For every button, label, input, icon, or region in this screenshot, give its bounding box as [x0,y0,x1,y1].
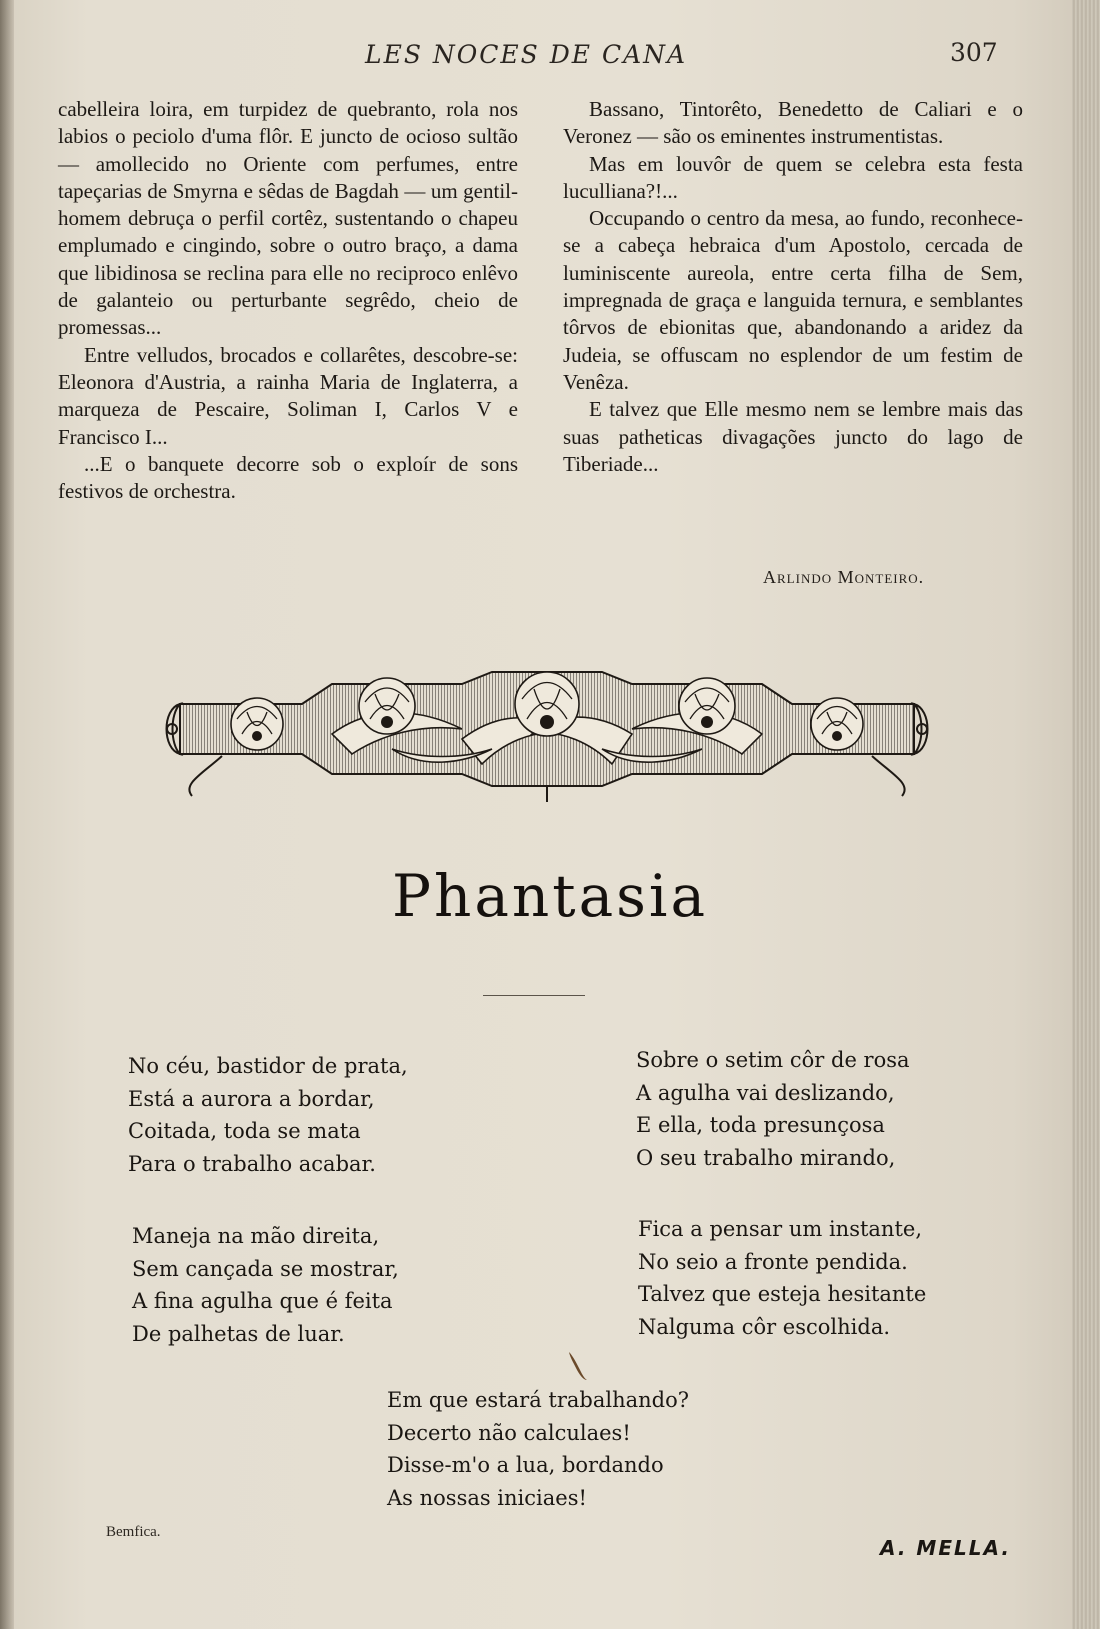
poem-stanza [387,1384,689,1514]
paragraph: Bassano, Tintorêto, Benedetto de Caliari e o Veronez — são os eminentes instrumentistas. [563,97,1023,149]
title-divider [483,995,585,996]
paragraph: Occupando o centro da mesa, ao fundo, reconhece-se a cabeça hebraica d'um Apostolo, cercada de luminiscente aureola, entre certa filha de Sem, impregnada de graça e languida ternura, e semblantes tôrvos de ebionitas que, abandonando a aridez da Judeia, se offuscam no esplendor de um festim de Venêza. [563,206,1023,394]
poem-line: Coitada, toda se mata [128,1119,361,1143]
page-stack-edge [1072,0,1100,1629]
poem-stanza [132,1220,399,1350]
article-author: Arlindo Monteiro. [763,567,925,587]
poem-line: Maneja na mão direita, [132,1224,380,1248]
paragraph: E talvez que Elle mesmo nem se lembre mais das suas patheticas divagações juncto do lago de Tiberiade... [563,397,1023,476]
article-right-column [563,96,1023,478]
poem-line: A fina agulha que é feita [132,1289,393,1313]
poem-line: As nossas iniciaes! [387,1485,587,1510]
poem-stanza [128,1050,408,1180]
poem-line: Disse-m'o a lua, bordando [387,1453,664,1477]
paragraph: Entre velludos, brocados e collarêtes, descobre-se: Eleonora d'Austria, a rainha Maria de Inglaterra, a marqueza de Pescaire, Soliman I, Carlos V e Francisco I... [58,342,518,449]
paragraph: Mas em louvôr de quem se celebra esta festa luculliana?!... [563,151,1023,203]
poem-title: Phantasia [391,862,709,930]
ink-mark-icon [567,1350,589,1382]
poem-line: No céu, bastidor de prata, [128,1054,408,1078]
poem-line: O seu trabalho mirando, [636,1145,896,1170]
article-left-column [58,96,518,505]
poem-line: Fica a pensar um instante, [638,1217,923,1241]
poem-line: Em que estará trabalhando? [387,1388,689,1412]
poem-line: No seio a fronte pendida. [638,1249,908,1274]
page-number: 307 [950,38,998,67]
poem-line: Sem cançada se mostrar, [132,1256,399,1281]
poem-line: A agulha vai deslizando, [636,1080,895,1105]
poem-line: Sobre o setim côr de rosa [636,1048,910,1072]
poem-place: Bemfica. [106,1524,161,1540]
poem-stanza [636,1044,910,1174]
floral-vignette-icon [162,664,932,804]
poem-line: Talvez que esteja hesitante [638,1282,927,1306]
poem-line: Está a aurora a bordar, [128,1086,375,1111]
paragraph: cabelleira loira, em turpidez de quebranto, rola nos labios o peciolo d'uma flôr. E juncto de ocioso sultão — amollecido no Oriente com perfumes, entre tapeçarias de Smyrna e sêdas de Bagdah — um gentil-homem debruça o perfil cortêz, sustentando o chapeu emplumado e cingindo, sobre o outro braço, a dama que libidinosa se reclina para elle no reciproco enlêvo de galanteio ou perturbante segrêdo, cheio de promessas... [58,97,518,340]
running-title: LES NOCES DE CANA [365,40,688,69]
paragraph: ...E o banquete decorre sob o exploír de sons festivos de orchestra. [58,451,518,504]
poem-stanza [638,1213,926,1343]
page-binding-shadow [0,0,14,1629]
poem-line: Para o trabalho acabar. [128,1151,376,1176]
poem-line: Decerto não calculaes! [387,1420,631,1445]
poem-line: E ella, toda presunçosa [636,1113,885,1137]
poem-author: A. MELLA. [880,1536,1011,1560]
poem-line: Nalguma côr escolhida. [638,1314,891,1339]
poem-line: De palhetas de luar. [132,1321,345,1346]
